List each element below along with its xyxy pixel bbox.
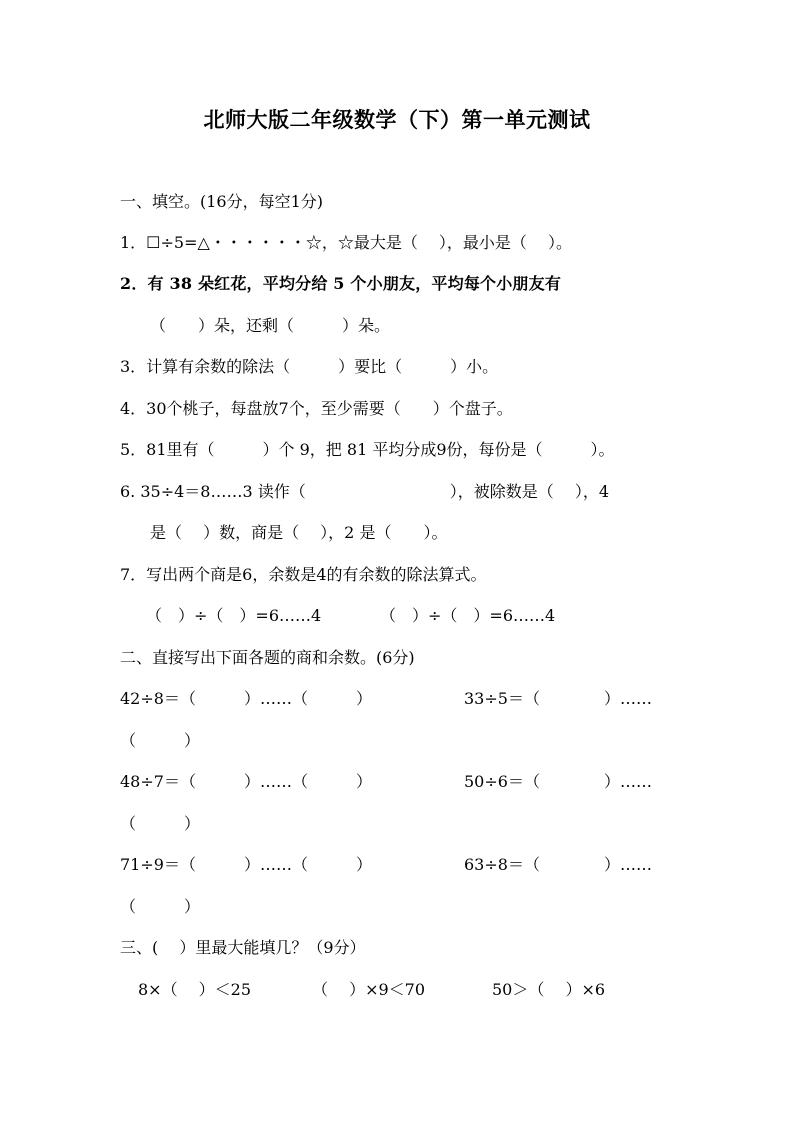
question-6-line-1: 6. 35÷4＝8……3 读作（ ），被除数是（ ），4 [120,482,610,501]
question-7-expression-b: （ ）÷（ ）=6……4 [380,606,556,625]
question-2-line-1: 2．有 38 朵红花，平均分给 5 个小朋友，平均每个小朋友有 [120,274,562,293]
question-7-expression-a: （ ）÷（ ）=6……4 [146,606,322,625]
division-row-3-left: 71÷9＝（ ）……（ ） [120,855,372,874]
question-3: 3．计算有余数的除法（ ）要比（ ）小。 [120,357,499,376]
division-row-2-right: 50÷6＝（ ）…… [464,772,652,791]
division-row-3-continuation: （ ） [120,897,201,916]
division-row-3-right: 63÷8＝（ ）…… [464,855,652,874]
section3-heading: 三、( ）里最大能填几？（9分） [120,938,366,957]
division-row-1-continuation: （ ） [120,731,201,750]
inequality-item-2: （ ）×9＜70 [312,980,426,999]
question-2-line-2: （ ）朵，还剩（ ）朵。 [150,316,391,335]
division-row-2-continuation: （ ） [120,814,201,833]
division-row-1-right: 33÷5＝（ ）…… [464,689,652,708]
question-4: 4．30个桃子，每盘放7个，至少需要（ ）个盘子。 [120,399,513,418]
section2-heading: 二、直接写出下面各题的商和余数。(6分) [120,648,415,667]
question-1: 1．☐÷5=△・・・・・・☆，☆最大是（ ），最小是（ ）。 [120,233,572,252]
question-6-line-2: 是（ ）数，商是（ ），2 是（ ）。 [150,523,448,542]
division-row-1-left: 42÷8＝（ ）……（ ） [120,689,372,708]
question-5: 5．81里有（ ）个 9，把 81 平均分成9份，每份是（ ）。 [120,440,615,459]
inequality-item-1: 8×（ ）＜25 [138,980,252,999]
inequality-item-3: 50＞（ ）×6 [492,980,606,999]
page-title: 北师大版二年级数学（下）第一单元测试 [203,107,591,132]
division-row-2-left: 48÷7＝（ ）……（ ） [120,772,372,791]
section1-heading: 一、填空。(16分，每空1分) [120,192,324,211]
question-7-line-1: 7．写出两个商是6，余数是4的有余数的除法算式。 [120,565,487,584]
